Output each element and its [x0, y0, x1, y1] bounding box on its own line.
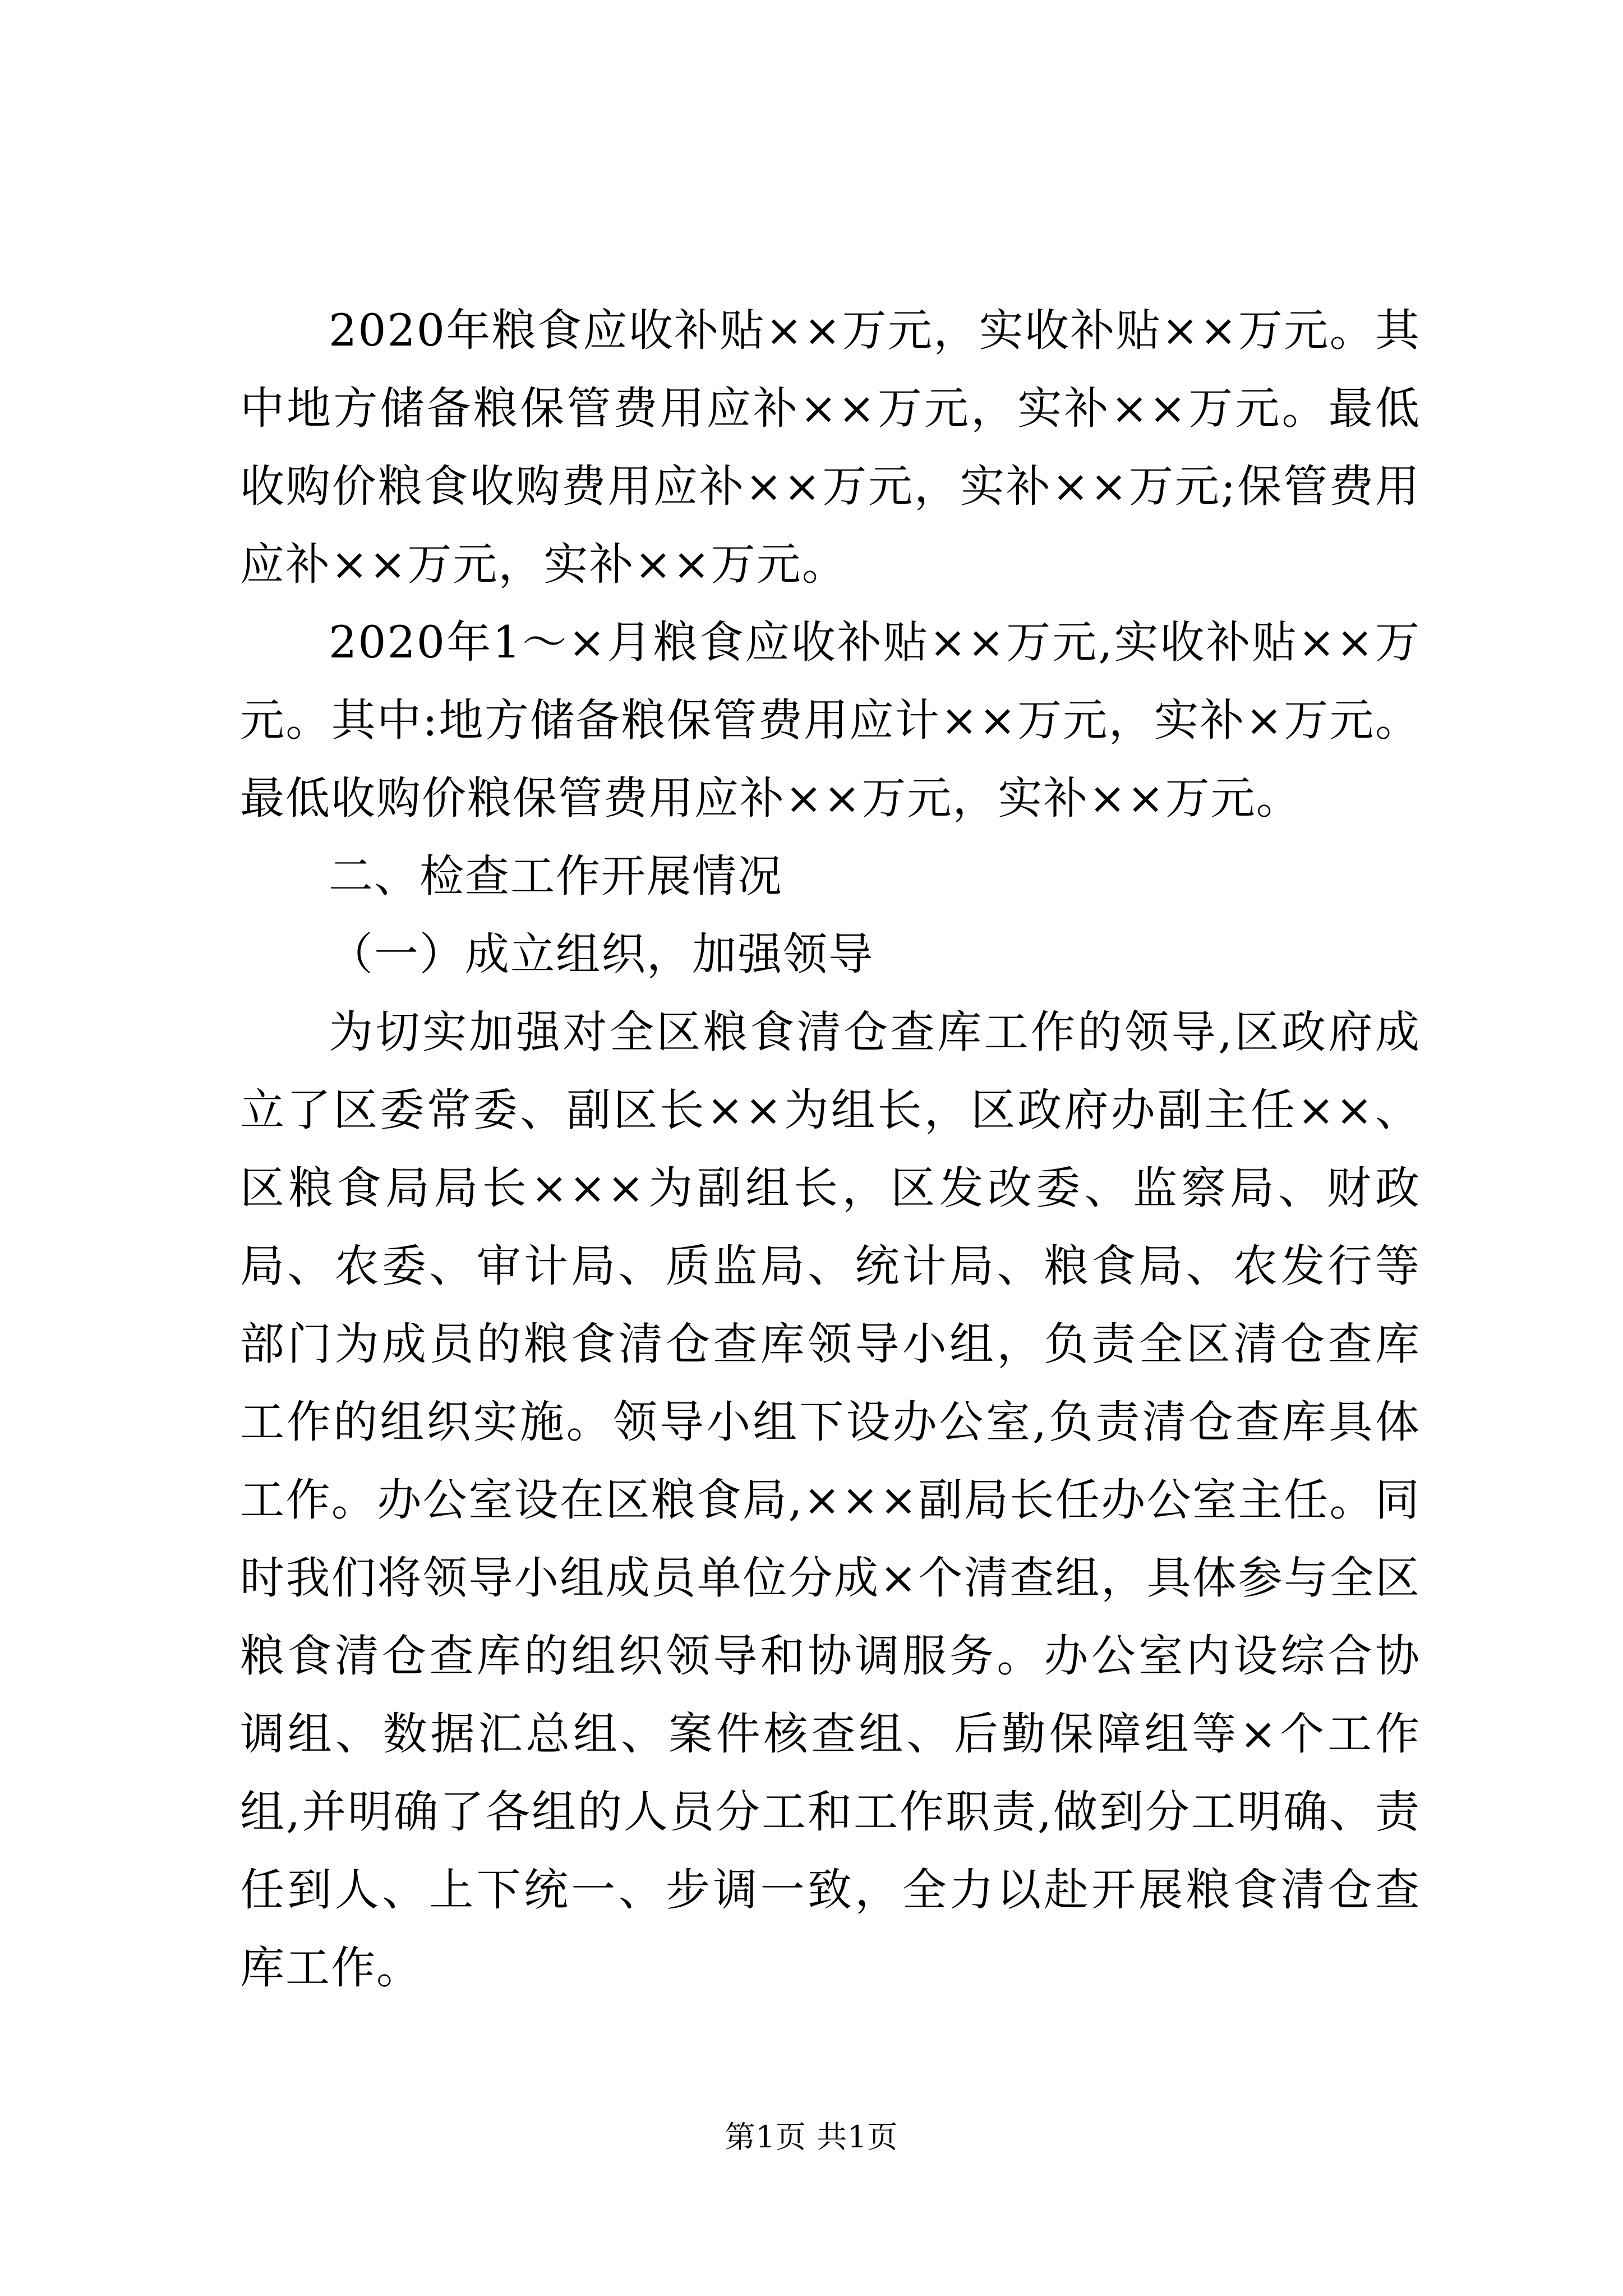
paragraph-2020-subsidy: 2020年粮食应收补贴××万元，实收补贴××万元。其中地方储备粮保管费用应补××万元，实补××万元。最低收购价粮食收购费用应补××万元，实补××万元;保管费用应补××万元，实补××万元。	[240, 305, 1421, 590]
page-footer: 第1页 共1页	[725, 2119, 898, 2155]
section-heading: 二、检查工作开展情况	[329, 850, 783, 902]
subsection-heading: （一）成立组织，加强领导	[329, 928, 874, 980]
paragraph-2020-monthly-subsidy: 2020年1～×月粮食应收补贴××万元,实收补贴××万元。其中:地方储备粮保管费用应计××万元，实补×万元。最低收购价粮保管费用应补××万元，实补××万元。	[240, 616, 1421, 824]
paragraph-leadership: 为切实加强对全区粮食清仓查库工作的领导,区政府成立了区委常委、副区长××为组长，区政府办副主任××、区粮食局局长×××为副组长，区发改委、监察局、财政局、农委、审计局、质监局、统计局、粮食局、农发行等部门为成员的粮食清仓查库领导小组，负责全区清仓查库工作的组织实施。领导小组下设办公室,负责清仓查库具体工作。办公室设在区粮食局,×××副局长任办公室主任。同时我们将领导小组成员单位分成×个清查组，具体参与全区粮食清仓查库的组织领导和协调服务。办公室内设综合协调组、数据汇总组、案件核查组、后勤保障组等×个工作组,并明确了各组的人员分工和工作职责,做到分工明确、责任到人、上下统一、步调一致，全力以赴开展粮食清仓查库工作。	[240, 1006, 1421, 1994]
document-body	[240, 292, 1421, 2007]
